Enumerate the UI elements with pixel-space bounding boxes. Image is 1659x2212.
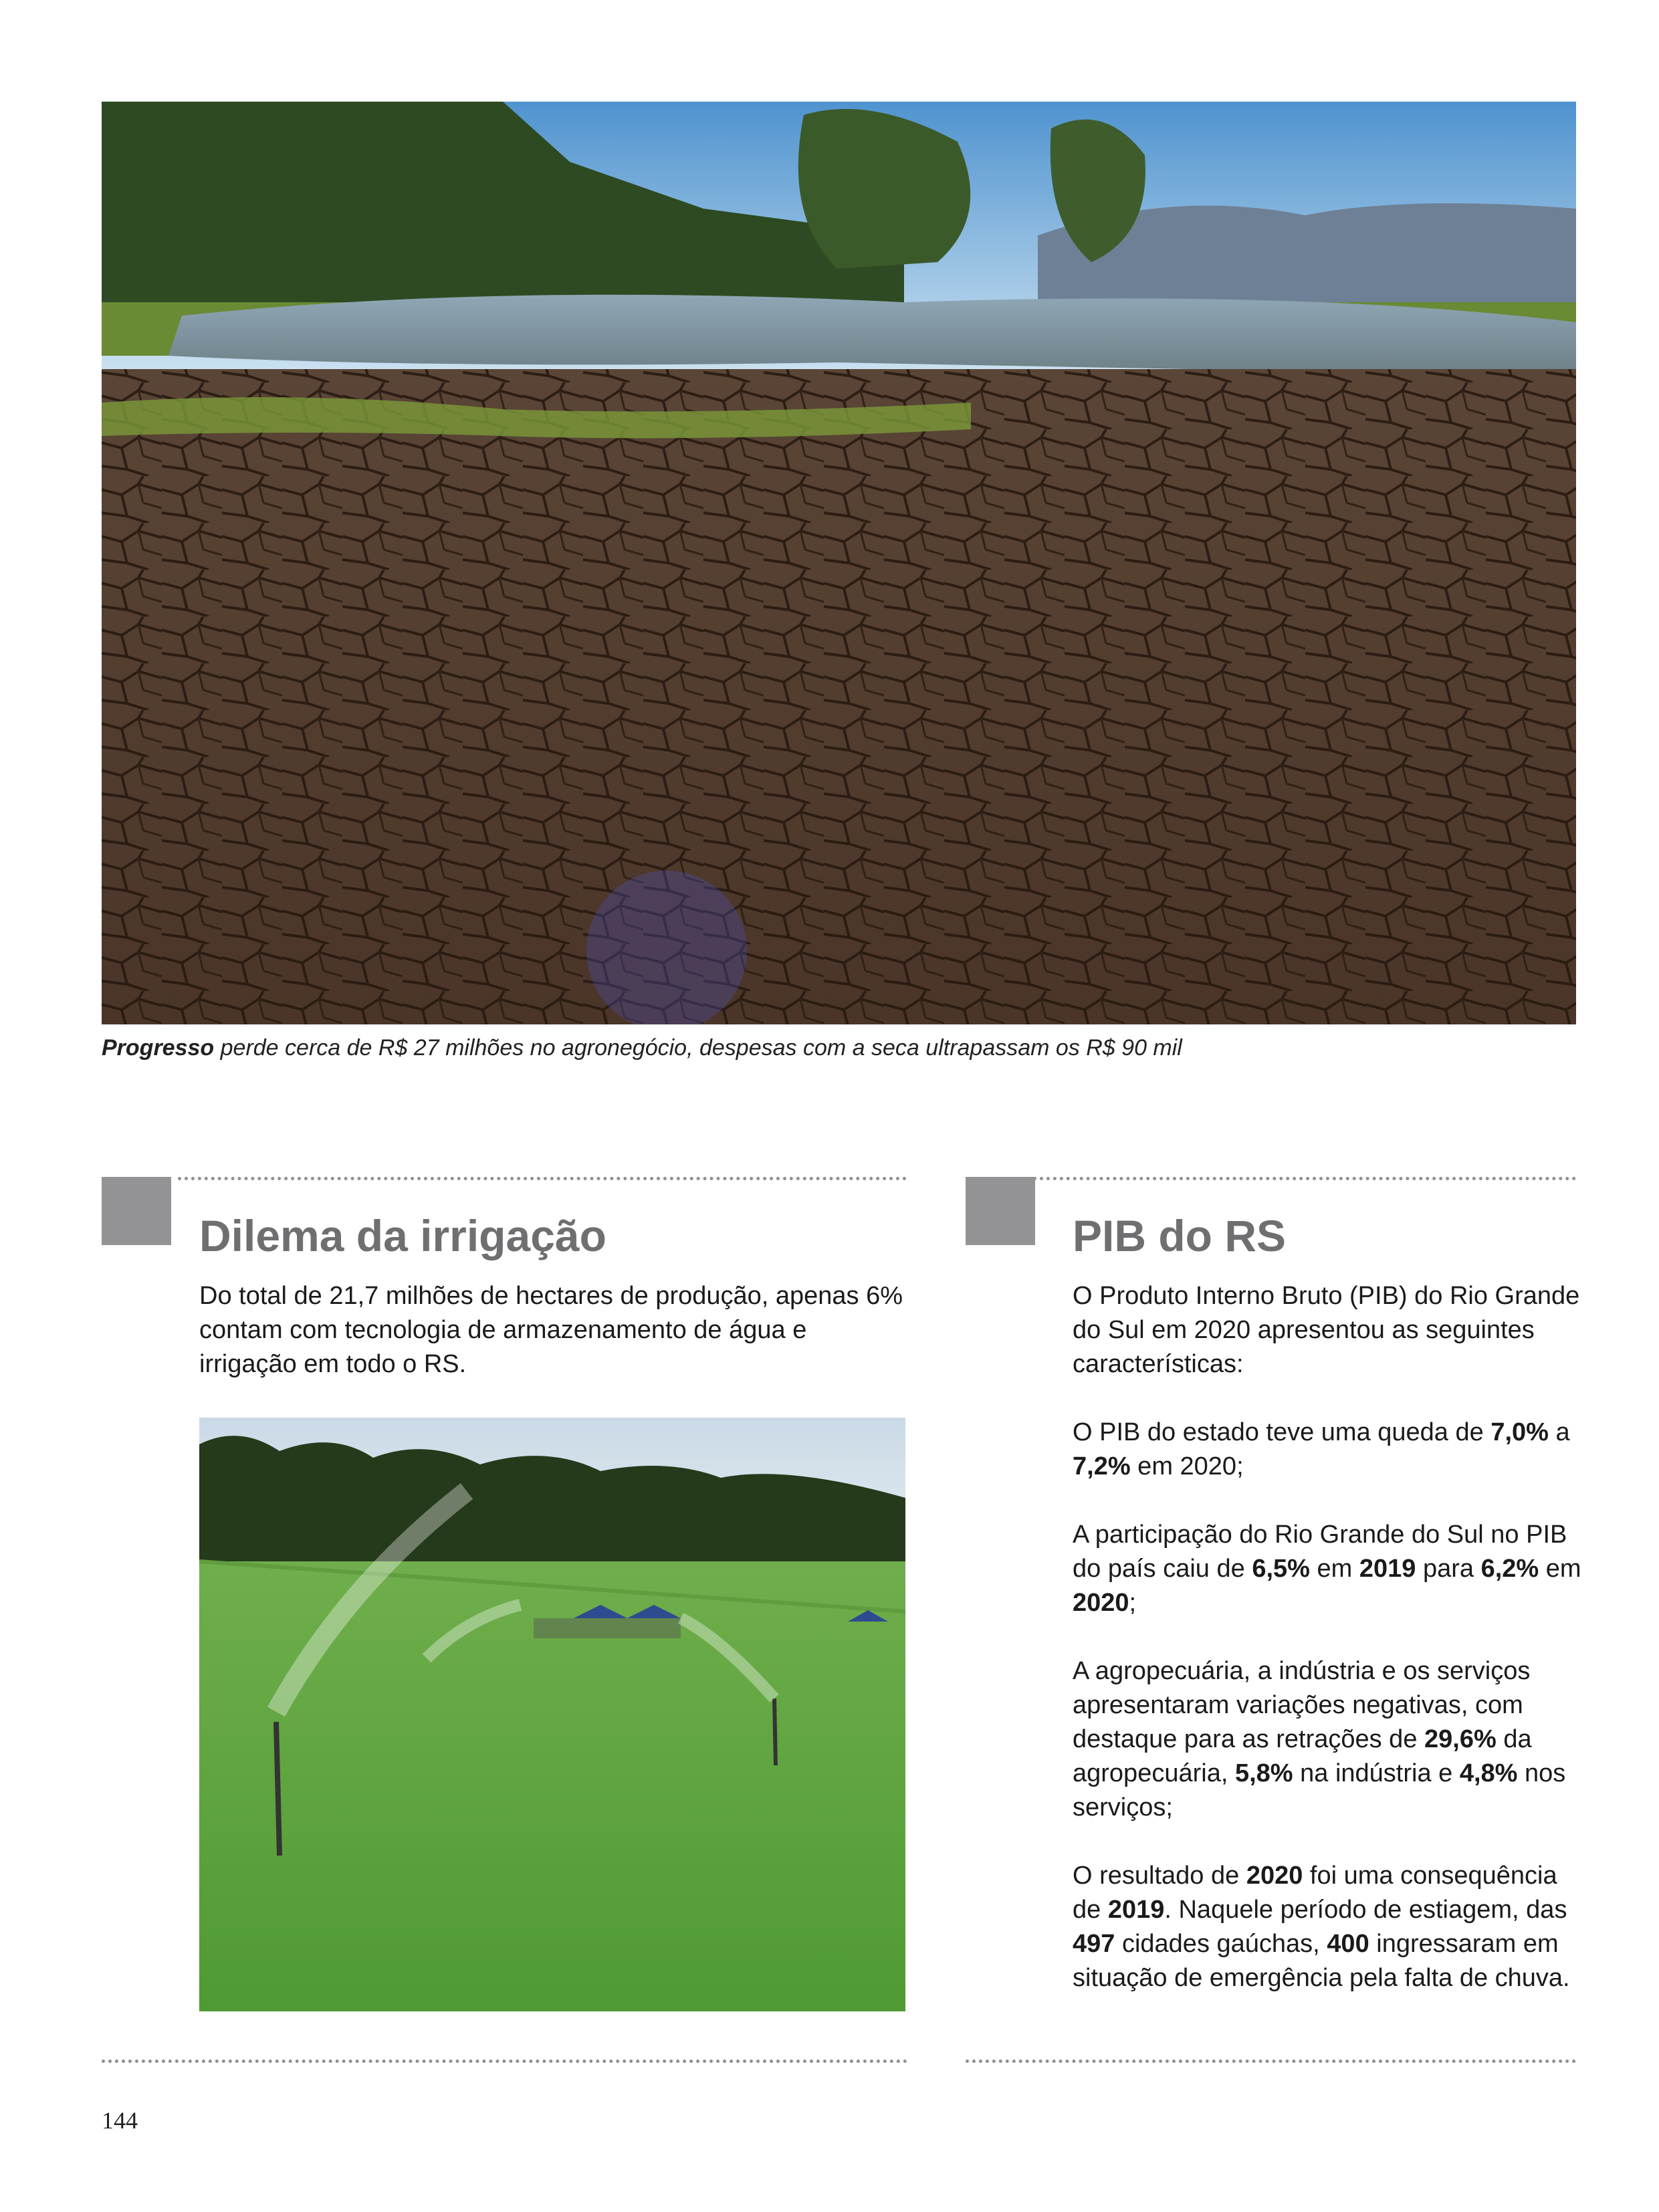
pib-point-3: A agropecuária, a indústria e os serviços apresentaram variações negativas, com destaque para as retrações de 29,6% da agropecuária, 5,8% na indústria e 4,8% nos serviços; <box>1073 1657 1566 1821</box>
left-section-title: Dilema da irrigação <box>199 1211 606 1260</box>
pib-point-2: A participação do Rio Grande do Sul no PIB do país caiu de 6,5% em 2019 para 6,2% em 2020; <box>1073 1521 1581 1617</box>
right-section-body <box>1073 1279 1587 2029</box>
left-bottom-divider <box>102 2060 907 2063</box>
right-section-title: PIB do RS <box>1073 1211 1287 1260</box>
right-section-marker <box>966 1177 1035 1245</box>
right-bottom-divider <box>966 2060 1576 2063</box>
drought-photo <box>102 102 1576 1024</box>
left-section-body <box>199 1279 908 1381</box>
caption-text: perde cerca de R$ 27 milhões no agronegócio, despesas com a seca ultrapassam os R$ 90 mil <box>214 1035 1182 1061</box>
pib-point-1: O PIB do estado teve uma queda de 7,0% a 7,2% em 2020; <box>1073 1418 1570 1480</box>
irrigation-photo <box>199 1418 905 2011</box>
photo-caption <box>102 1035 1576 1061</box>
page-number: 144 <box>102 2107 138 2134</box>
right-top-divider <box>1033 1177 1576 1180</box>
caption-lead: Progresso <box>102 1035 215 1061</box>
left-top-divider <box>178 1177 907 1180</box>
irrigation-text: Do total de 21,7 milhões de hectares de produção, apenas 6% contam com tecnologia de armazenamento de água e irrigação em todo o RS. <box>199 1282 903 1378</box>
pib-intro: O Produto Interno Bruto (PIB) do Rio Grande do Sul em 2020 apresentou as seguintes características: <box>1073 1282 1580 1378</box>
left-section-marker <box>102 1177 171 1245</box>
pib-point-4: O resultado de 2020 foi uma consequência de 2019. Naquele período de estiagem, das 497 cidades gaúchas, 400 ingressaram em situação de emergência pela falta de chuva. <box>1073 1862 1570 1992</box>
